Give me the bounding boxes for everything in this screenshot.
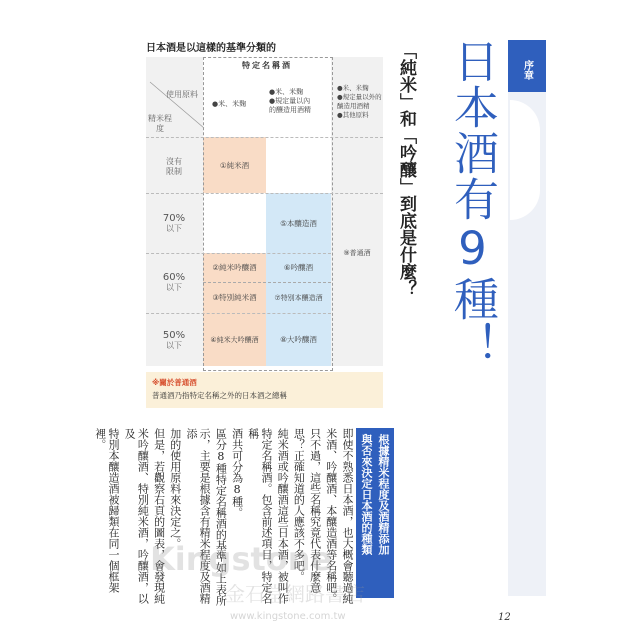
row-label-60-sub: 以下 bbox=[166, 283, 182, 292]
tab-notch bbox=[510, 100, 540, 220]
cell-tokubetsu-junmai: ③特別純米酒 bbox=[212, 293, 257, 302]
chapter-tab-label: 序章 bbox=[521, 60, 533, 80]
axis-ingredients-label: 使用原料 bbox=[166, 90, 198, 99]
body-line: 特定名稱酒。包含前述項目，特定名稱 bbox=[246, 428, 273, 604]
col-header-1: ●米、米麴 bbox=[212, 100, 247, 108]
row-label-70 bbox=[146, 213, 202, 234]
cell-tokubetsu-honjozo: ⑦特別本釀造酒 bbox=[274, 293, 323, 302]
col-header-3: ●米、米麴 ●規定量以外的 釀造用酒精 ●其他原料 bbox=[337, 84, 382, 119]
row-label-60-main: 60% bbox=[162, 272, 186, 283]
col-header-2: ●米、米麴 ●規定量以內 的釀造用酒精 bbox=[269, 88, 311, 114]
body-line: 特別本釀造酒被歸類在同一個框架裡。 bbox=[93, 428, 120, 593]
cell-daiginjo: ⑧大吟釀酒 bbox=[280, 335, 317, 344]
body-line: 但是，若觀察右頁的圖表，會發現純 bbox=[152, 428, 166, 604]
body-line: 即使不熟悉日本酒，也大概會聽過純 bbox=[341, 428, 354, 604]
main-title: 日本酒有9種！ bbox=[446, 38, 499, 368]
row-label-50-main: 50% bbox=[162, 330, 186, 341]
axis-polish-label: 精米程度 bbox=[148, 114, 172, 133]
chapter-tab-head bbox=[508, 40, 546, 92]
watermark-store: 金石堂網路書店 bbox=[225, 582, 365, 606]
diagram-title: 日本酒是以這樣的基準分類的 bbox=[146, 43, 276, 54]
watermark-url: www.kingstone.com.tw bbox=[230, 611, 346, 622]
note-heading bbox=[146, 372, 383, 388]
cell-ginjo: ⑥吟釀酒 bbox=[283, 263, 314, 272]
body-line: 思？正確知道的人應該不多吧。 bbox=[292, 428, 306, 582]
body-line: 純米酒或吟釀酒這些日本酒，被叫作 bbox=[276, 428, 290, 604]
callout-col-1: 根據精米程度及酒精添加 bbox=[377, 434, 390, 555]
body-line: 米酒、吟釀酒、本釀造酒等名稱吧。 bbox=[324, 428, 338, 604]
body-line: 區分8種特定名稱酒的基準如上表所 bbox=[214, 428, 228, 606]
note-text: 普通酒乃指特定名稱之外的日本酒之總稱 bbox=[152, 391, 287, 400]
cell-junmai-ginjo: ②純米吟釀酒 bbox=[212, 263, 257, 272]
cell-junmai: ①純米酒 bbox=[219, 160, 250, 170]
page-number: 12 bbox=[498, 612, 511, 623]
row-label-50-sub: 以下 bbox=[166, 341, 182, 350]
cell-junmai-daiginjo: ④純米大吟釀酒 bbox=[210, 335, 259, 344]
section-callout bbox=[356, 428, 394, 598]
note-box bbox=[146, 372, 383, 408]
row-label-70-sub: 以下 bbox=[166, 224, 182, 233]
row-label-50 bbox=[146, 330, 202, 351]
row-label-70-main: 70% bbox=[162, 213, 186, 224]
row-label-no-limit: 沒有 限制 bbox=[166, 157, 182, 176]
callout-col-2: 與否來決定日本酒的種類 bbox=[360, 434, 373, 555]
watermark-logo: Kingstone bbox=[150, 540, 333, 578]
note-label: ※關於普通酒 bbox=[152, 378, 197, 387]
special-designation-label: 特定名稱酒 bbox=[242, 61, 292, 70]
sub-title: 「純米」和「吟釀」到底是什麼？ bbox=[396, 42, 416, 297]
cell-honjozo: ⑤本釀造酒 bbox=[280, 218, 317, 228]
row-label-60 bbox=[146, 272, 202, 293]
body-line: 加的使用原料來決定之。 bbox=[168, 428, 182, 549]
body-line: 只不過，這些名稱究竟代表什麼意 bbox=[308, 428, 322, 593]
body-line: 示，主要是根據含有精米程度及酒精添 bbox=[184, 428, 212, 604]
body-line: 米吟釀酒、特別純米酒，吟釀酒，以及 bbox=[123, 428, 150, 604]
cell-futsu: ⑨普通酒 bbox=[343, 249, 371, 257]
body-line: 酒共可分為8種。 bbox=[230, 428, 244, 518]
